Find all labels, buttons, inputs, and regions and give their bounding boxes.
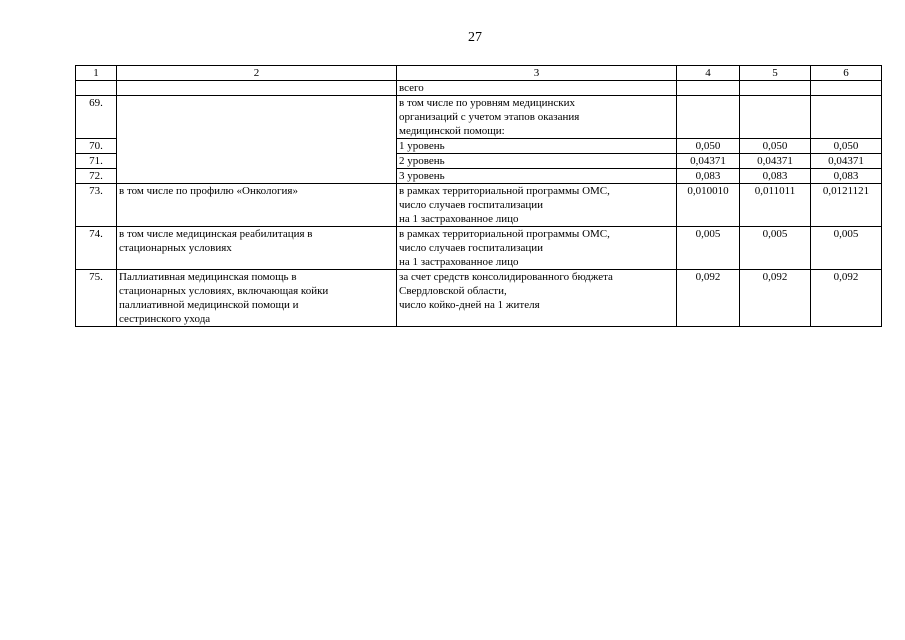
data-table: [75, 65, 882, 327]
row-value-5: 0,092: [740, 270, 811, 327]
row-value-4: 0,005: [677, 227, 740, 270]
row-value-5: [740, 81, 811, 96]
row-value-4: 0,010010: [677, 184, 740, 227]
row-value-5: [740, 96, 811, 139]
table-row: [76, 270, 882, 327]
row-value-4: 0,092: [677, 270, 740, 327]
row-number: 74.: [76, 227, 117, 270]
row-number: 71.: [76, 154, 117, 169]
row-number: 69.: [76, 96, 117, 139]
table-row: [76, 227, 882, 270]
row-value-5: 0,04371: [740, 154, 811, 169]
row-name: в том числе по профилю «Онкология»: [117, 184, 397, 227]
row-description: 3 уровень: [397, 169, 677, 184]
table-row: [76, 81, 882, 96]
row-value-5: 0,083: [740, 169, 811, 184]
row-name: [117, 81, 397, 96]
header-cell-3: 3: [397, 66, 677, 81]
row-description: в рамках территориальной программы ОМС, число случаев госпитализации на 1 застрахованное лицо: [397, 227, 677, 270]
row-number: 73.: [76, 184, 117, 227]
row-number: 72.: [76, 169, 117, 184]
row-value-6: [811, 81, 882, 96]
row-value-5: 0,011011: [740, 184, 811, 227]
row-name: Паллиативная медицинская помощь в стационарных условиях, включающая койки паллиативной медицинской помощи и сестринского ухода: [117, 270, 397, 327]
row-value-6: 0,083: [811, 169, 882, 184]
header-cell-2: 2: [117, 66, 397, 81]
row-value-4: 0,083: [677, 169, 740, 184]
row-value-6: 0,092: [811, 270, 882, 327]
row-number: 75.: [76, 270, 117, 327]
row-value-4: 0,04371: [677, 154, 740, 169]
row-value-6: [811, 96, 882, 139]
header-cell-4: 4: [677, 66, 740, 81]
page-number: 27: [468, 30, 482, 45]
header-cell-1: 1: [76, 66, 117, 81]
row-description: 1 уровень: [397, 139, 677, 154]
header-cell-6: 6: [811, 66, 882, 81]
row-description: за счет средств консолидированного бюджета Свердловской области, число койко-дней на 1 жителя: [397, 270, 677, 327]
row-name-merged: [117, 96, 397, 184]
row-value-6: 0,04371: [811, 154, 882, 169]
table-row: [76, 184, 882, 227]
row-description: в том числе по уровням медицинских организаций с учетом этапов оказания медицинской помощи:: [397, 96, 677, 139]
row-value-4: 0,050: [677, 139, 740, 154]
row-value-6: 0,050: [811, 139, 882, 154]
row-value-4: [677, 96, 740, 139]
row-number: 70.: [76, 139, 117, 154]
header-cell-5: 5: [740, 66, 811, 81]
row-value-5: 0,005: [740, 227, 811, 270]
row-description: всего: [397, 81, 677, 96]
row-name: в том числе медицинская реабилитация в стационарных условиях: [117, 227, 397, 270]
row-description: в рамках территориальной программы ОМС, число случаев госпитализации на 1 застрахованное лицо: [397, 184, 677, 227]
table-row: [76, 96, 882, 139]
row-description: 2 уровень: [397, 154, 677, 169]
row-number: [76, 81, 117, 96]
table-header-row: [76, 66, 882, 81]
row-value-6: 0,005: [811, 227, 882, 270]
row-value-4: [677, 81, 740, 96]
row-value-6: 0,0121121: [811, 184, 882, 227]
row-value-5: 0,050: [740, 139, 811, 154]
